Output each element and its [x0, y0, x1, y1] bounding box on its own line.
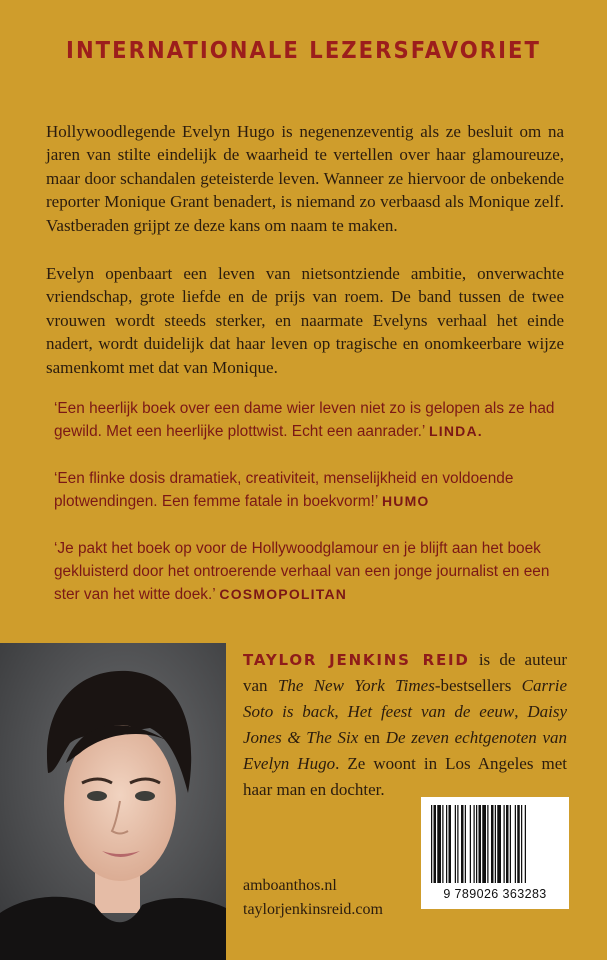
- bio-text: en: [358, 728, 386, 747]
- author-website-link[interactable]: taylorjenkinsreid.com: [243, 901, 383, 918]
- barcode-bar: [461, 805, 464, 883]
- barcode-bar: [482, 805, 486, 883]
- bio-text: ,: [514, 702, 528, 721]
- barcode-bar: [437, 805, 441, 883]
- author-bio: [243, 647, 567, 803]
- barcode-bar: [504, 805, 505, 883]
- barcode-bar: [491, 805, 494, 883]
- publisher-link[interactable]: amboanthos.nl: [243, 877, 337, 894]
- headline: INTERNATIONALE LEZERSFAVORIET: [66, 38, 541, 64]
- barcode-bar: [449, 805, 452, 883]
- barcode-bar: [517, 805, 520, 883]
- barcode-bar: [510, 805, 511, 883]
- barcode-bar: [434, 805, 437, 883]
- review-source: LINDA.: [429, 423, 483, 439]
- review-source: HUMO: [381, 493, 430, 509]
- barcode-bar: [515, 805, 516, 883]
- barcode-bar: [495, 805, 496, 883]
- barcode-bar: [479, 805, 482, 883]
- bio-title: The New York Times: [277, 676, 435, 695]
- bio-title: Carrie Soto is back: [243, 676, 567, 721]
- barcode-bar: [457, 805, 458, 883]
- review-text: ‘Een flinke dosis dramatiek, creativiteit, menselijkheid en voldoende plotwendingen. Een femme fatale in boekvorm!’: [54, 470, 514, 510]
- bio-title: Daisy Jones & The Six: [243, 702, 568, 747]
- isbn-number: 9 789026 363283: [443, 887, 547, 901]
- bio-title: Het feest van de eeuw: [347, 702, 515, 721]
- barcode: [421, 797, 569, 909]
- blurb-paragraph-1: Hollywoodlegende Evelyn Hugo is negenenzeventig als ze besluit om na jaren van stilte eindelijk de waarheid te vertellen over haar glamoureuze, maar door schandalen geteisterde leven. Wanneer ze hiervoor de onbekende reporter Monique Grant benadert, is niemand zo verbaasd als Monique zelf. Vastberaden grijpt ze deze kans om naam te maken.: [46, 122, 564, 235]
- review-quote-3: [54, 537, 574, 606]
- barcode-bar: [442, 805, 443, 883]
- barcode-bar: [465, 805, 466, 883]
- blurb-paragraph-2: Evelyn openbaart een leven van nietsontziende ambitie, onverwachte vriendschap, grote liefde en de prijs van roem. De band tussen de twee vrouwen wordt steeds sterker, en naarmate Evelyns verhaal het einde nadert, wordt duidelijk dat haar leven op tragische en onomkeerbare wijze samenkomt met dat van Monique.: [46, 264, 564, 377]
- barcode-bar: [455, 805, 456, 883]
- barcode-bar: [521, 805, 522, 883]
- barcode-bar: [487, 805, 488, 883]
- author-name: TAYLOR JENKINS REID: [243, 651, 470, 669]
- bio-title: De zeven echtgenoten van Evelyn Hugo: [243, 728, 567, 773]
- barcode-bar: [470, 805, 471, 883]
- barcode-bar: [446, 805, 447, 883]
- barcode-bar: [525, 805, 526, 883]
- barcode-bar: [506, 805, 509, 883]
- review-source: COSMOPOLITAN: [219, 586, 348, 602]
- barcode-bar: [431, 805, 432, 883]
- review-quote-1: [54, 397, 574, 443]
- review-text: ‘Je pakt het boek op voor de Hollywoodglamour en je blijft aan het boek gekluisterd door het ontroerende verhaal van een jonge journalist en een ster van het witte doek.’: [54, 540, 550, 603]
- bio-text: is de auteur van: [243, 650, 567, 695]
- barcode-bar: [474, 805, 475, 883]
- author-photo: [0, 643, 226, 960]
- bio-text: ,: [334, 702, 348, 721]
- review-text: ‘Een heerlijk boek over een dame wier leven niet zo is gelopen als ze had gewild. Met een heerlijke plottwist. Echt een aanrader.’: [54, 400, 555, 440]
- barcode-bar: [476, 805, 477, 883]
- bio-text: . Ze woont in Los Angeles met haar man en dochter.: [243, 754, 567, 799]
- barcode-bar: [497, 805, 501, 883]
- review-quote-2: [54, 467, 574, 513]
- bio-text: -bestsellers: [434, 676, 522, 695]
